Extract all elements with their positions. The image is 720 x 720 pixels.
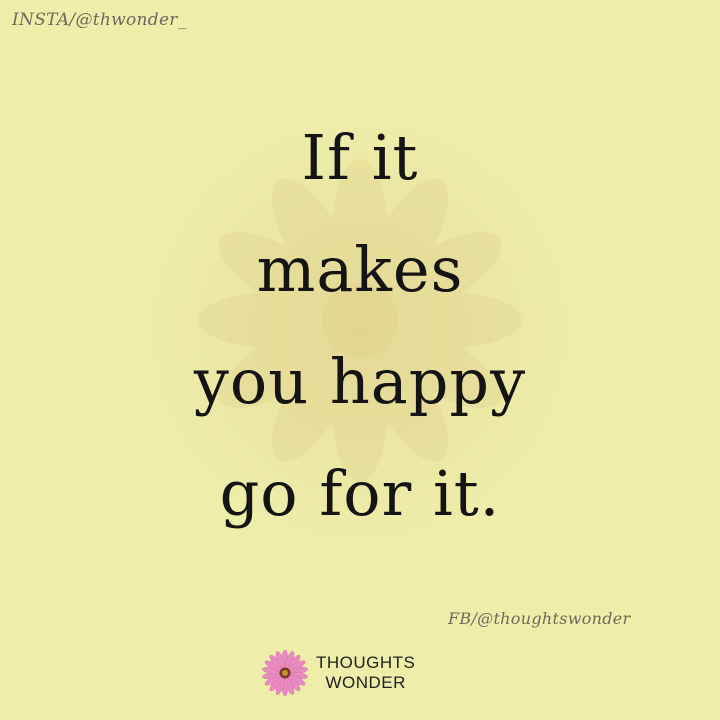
brand-name — [316, 653, 415, 693]
facebook-handle: FB/@thoughtswonder — [448, 609, 631, 628]
quote-line-2: makes — [256, 233, 464, 306]
brand-logo — [260, 648, 415, 698]
quote-text — [0, 102, 720, 550]
quote-line-1: If it — [301, 121, 419, 194]
brand-name-line-1: THOUGHTS — [316, 653, 416, 672]
quote-line-3: you happy — [193, 345, 527, 418]
brand-name-line-2: WONDER — [325, 673, 406, 692]
quote-line-4: go for it. — [219, 457, 501, 530]
daisy-flower-icon — [260, 648, 310, 698]
instagram-handle: INSTA/@thwonder_ — [12, 10, 187, 30]
